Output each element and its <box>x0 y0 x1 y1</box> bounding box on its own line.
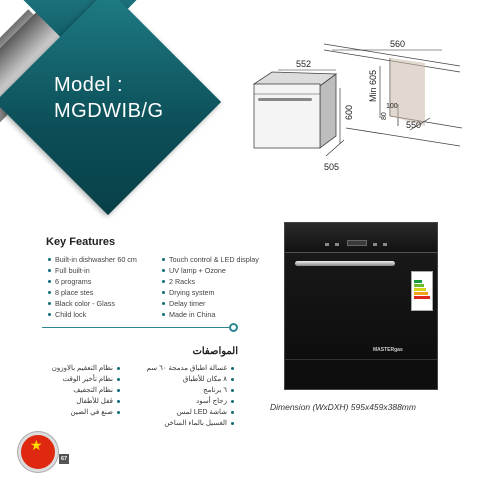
key-features-left-list <box>48 254 137 320</box>
touch-button-icon <box>325 243 329 246</box>
arabic-spec-item: الغسيل بالماء الساخن <box>147 418 234 429</box>
touch-button-icon <box>373 243 377 246</box>
arabic-specs-right-list <box>147 363 234 429</box>
page-number: 67 <box>60 456 68 462</box>
dim-80: 80 <box>381 112 388 120</box>
dim-min-605: Min 605 <box>368 69 378 102</box>
flag-star-icon: ★ <box>30 437 43 453</box>
touch-button-icon <box>335 243 339 246</box>
led-display <box>347 240 367 246</box>
arabic-spec-item: نظام التجفيف <box>52 385 120 396</box>
arabic-spec-item: شاشة LED لمس <box>147 407 234 418</box>
divider-knob-icon <box>229 323 238 332</box>
touch-button-icon <box>383 243 387 246</box>
dim-550: 550 <box>406 120 422 130</box>
feature-item: Drying system <box>162 287 259 298</box>
dim-505: 505 <box>324 162 340 172</box>
dim-552: 552 <box>296 59 312 69</box>
brand-logo: MASTERgas <box>373 347 403 353</box>
arabic-spec-item: ٨ مكان للأطباق <box>147 374 234 385</box>
china-flag-icon <box>18 432 58 472</box>
feature-item: 8 place stes <box>48 287 137 298</box>
installation-dimension-diagram <box>240 36 490 186</box>
feature-item: 6 programs <box>48 276 137 287</box>
feature-item: Built-in dishwasher 60 cm <box>48 254 137 265</box>
feature-item: Delay timer <box>162 298 259 309</box>
feature-item: Made in China <box>162 309 259 320</box>
arabic-specs-title: المواصفات <box>192 346 238 357</box>
arabic-spec-item: قفل للأطفال <box>52 396 120 407</box>
arabic-spec-item: نظام التعقيم بالاوزون <box>52 363 120 374</box>
model-number: MGDWIB/G <box>54 100 164 122</box>
model-label: Model : <box>54 74 124 96</box>
arabic-specs-left-list <box>52 363 120 418</box>
dim-100: 100 <box>386 103 398 110</box>
key-features-title: Key Features <box>46 236 116 248</box>
arabic-spec-item: نظام تأخير الوقت <box>52 374 120 385</box>
arabic-spec-item: ٦ برنامج <box>147 385 234 396</box>
feature-item: Child lock <box>48 309 137 320</box>
niche-back-panel <box>390 58 425 126</box>
dim-560: 560 <box>390 39 406 49</box>
kickplate <box>285 359 437 389</box>
dishwasher-outline <box>254 72 336 148</box>
feature-item: 2 Racks <box>162 276 259 287</box>
arabic-spec-item: غسالة اطباق مدمجة ٦٠ سم <box>147 363 234 374</box>
feature-item: Full built-in <box>48 265 137 276</box>
key-features-right-list <box>162 254 259 320</box>
arabic-spec-item: زجاج أسود <box>147 396 234 407</box>
feature-item: Touch control & LED display <box>162 254 259 265</box>
dishwasher-product-image <box>284 222 438 390</box>
energy-label-sticker <box>411 271 433 311</box>
arabic-spec-item: صنع في الصين <box>52 407 120 418</box>
section-divider <box>42 327 232 328</box>
control-panel <box>285 223 437 253</box>
feature-item: Black color - Glass <box>48 298 137 309</box>
dim-600: 600 <box>344 104 354 120</box>
feature-item: UV lamp + Ozone <box>162 265 259 276</box>
door-handle <box>295 261 395 266</box>
dimension-caption: Dimension (WxDXH) 595x459x388mm <box>270 402 416 412</box>
